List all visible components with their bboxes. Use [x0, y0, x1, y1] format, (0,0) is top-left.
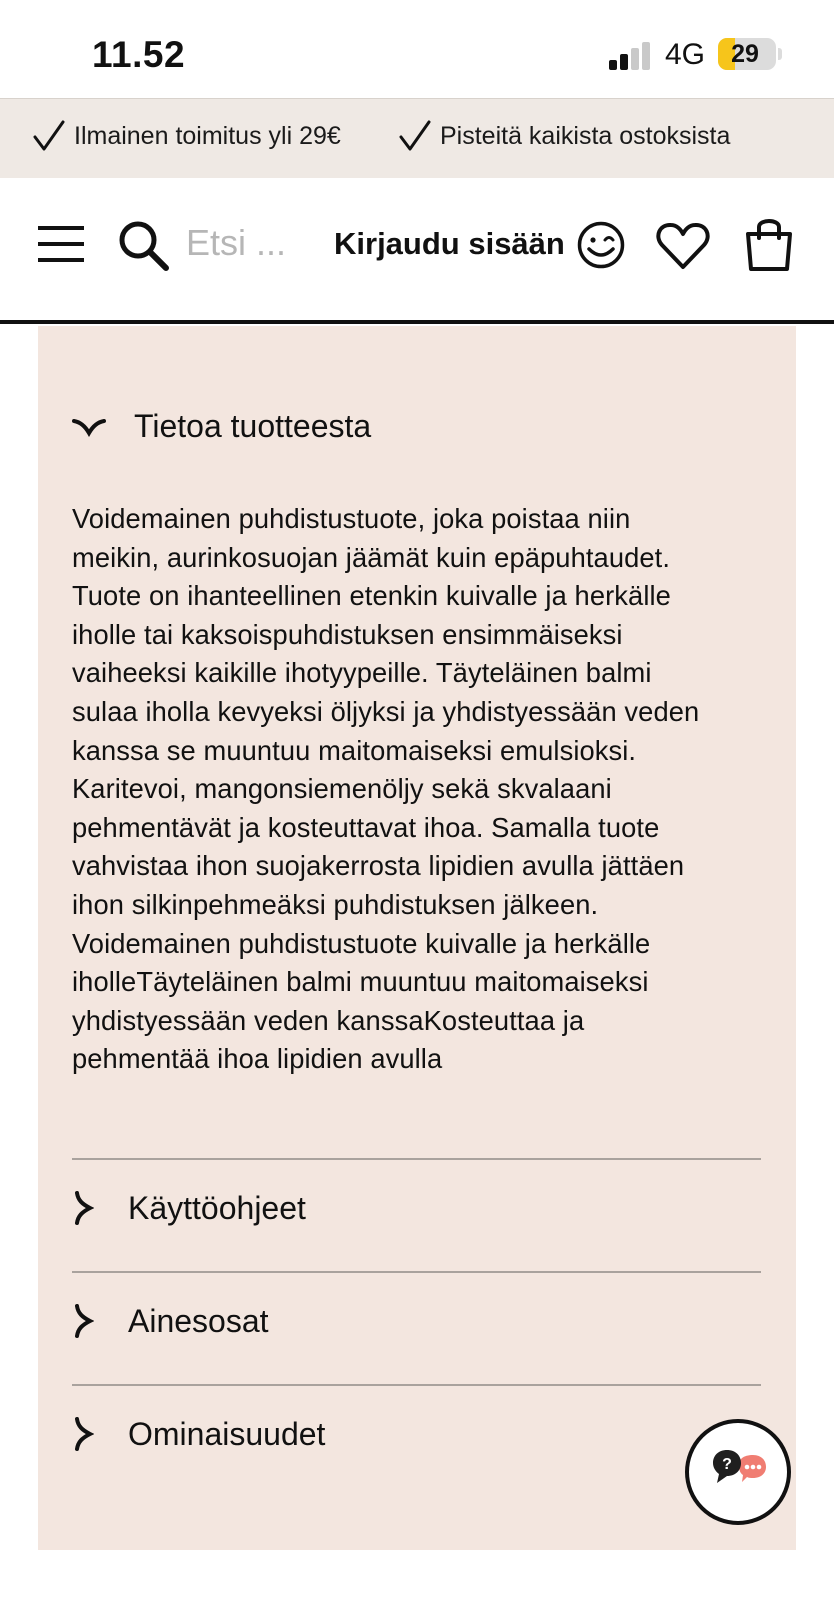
description-line: pehmentävät ja kosteuttavat ihoa. Samalla tuote [72, 811, 660, 843]
chat-bubbles-icon [709, 1449, 769, 1499]
promo-text: Pisteitä kaikista ostoksista [440, 121, 731, 150]
shopping-bag-icon[interactable] [744, 216, 794, 272]
search-icon[interactable] [118, 220, 170, 272]
promo-item-free-shipping [32, 119, 341, 153]
site-header [0, 178, 834, 324]
battery-percentage: 29 [731, 40, 759, 68]
divider [72, 1384, 761, 1386]
signal-strength-icon [609, 42, 653, 70]
description-line: vahvistaa ihon suojakerrosta lipidien avulla jättäen [72, 850, 685, 882]
accordion-title: Ainesosat [128, 1302, 269, 1339]
accordion-header-usage[interactable] [72, 1178, 761, 1238]
status-bar [0, 0, 834, 98]
search-input[interactable] [186, 218, 306, 268]
description-line: iholleTäyteläinen balmi muuntuu maitomaiseksi [72, 966, 649, 998]
chevron-right-icon [72, 1304, 94, 1338]
description-line: kanssa se muuntuu maitomaiseksi emulsioksi. [72, 734, 637, 766]
accordion-title: Ominaisuudet [128, 1415, 326, 1452]
battery-terminal [778, 48, 782, 60]
hamburger-menu-icon[interactable] [38, 224, 86, 264]
accordion-header-features[interactable] [72, 1404, 761, 1464]
battery-icon [718, 38, 776, 70]
description-line: Tuote on ihanteellinen etenkin kuivalle ja herkälle [72, 580, 671, 612]
description-line: Voidemainen puhdistustuote kuivalle ja herkälle [72, 927, 651, 959]
network-type: 4G [665, 38, 706, 71]
product-info-panel [38, 326, 796, 1550]
chat-button[interactable] [685, 1419, 791, 1525]
description-line: meikin, aurinkosuojan jäämät kuin epäpuhtaudet. [72, 541, 671, 573]
description-line: iholle tai kaksoispuhdistuksen ensimmäiseksi [72, 618, 623, 650]
description-line: Voidemainen puhdistustuote, joka poistaa niin [72, 503, 631, 534]
description-line: yhdistyessään veden kanssaKosteuttaa ja [72, 1004, 585, 1036]
promo-item-points [398, 119, 730, 153]
accordion-header-product-info[interactable] [72, 408, 371, 445]
smiley-face-icon[interactable] [576, 220, 626, 270]
description-line: Karitevoi, mangonsiemenöljy sekä skvalaani [72, 773, 612, 805]
chevron-right-icon [72, 1191, 94, 1225]
chevron-right-icon [72, 1417, 94, 1451]
promo-text: Ilmainen toimitus yli 29€ [74, 121, 341, 150]
heart-icon[interactable] [656, 222, 710, 270]
divider [72, 1271, 761, 1273]
login-link[interactable]: Kirjaudu sisään [334, 226, 565, 261]
description-line: sulaa iholla kevyeksi öljyksi ja yhdistyessään veden [72, 695, 700, 727]
accordion-title: Käyttöohjeet [128, 1189, 306, 1226]
accordion-header-ingredients[interactable] [72, 1291, 761, 1351]
description-line: vaiheeksi kaikille ihotyypeille. Täyteläinen balmi [72, 657, 652, 689]
chevron-down-icon [72, 417, 106, 437]
chat-question-mark: ? [722, 1456, 732, 1473]
accordion-title: Tietoa tuotteesta [134, 408, 372, 444]
description-line: pehmentää ihoa lipidien avulla [72, 1043, 443, 1075]
status-time: 11.52 [92, 34, 186, 75]
product-description [72, 500, 772, 1079]
promo-banner [0, 98, 834, 178]
checkmark-icon [398, 119, 432, 153]
divider [72, 1158, 761, 1160]
description-line: ihon silkinpehmeäksi puhdistuksen jälkeen. [72, 888, 599, 920]
checkmark-icon [32, 119, 66, 153]
